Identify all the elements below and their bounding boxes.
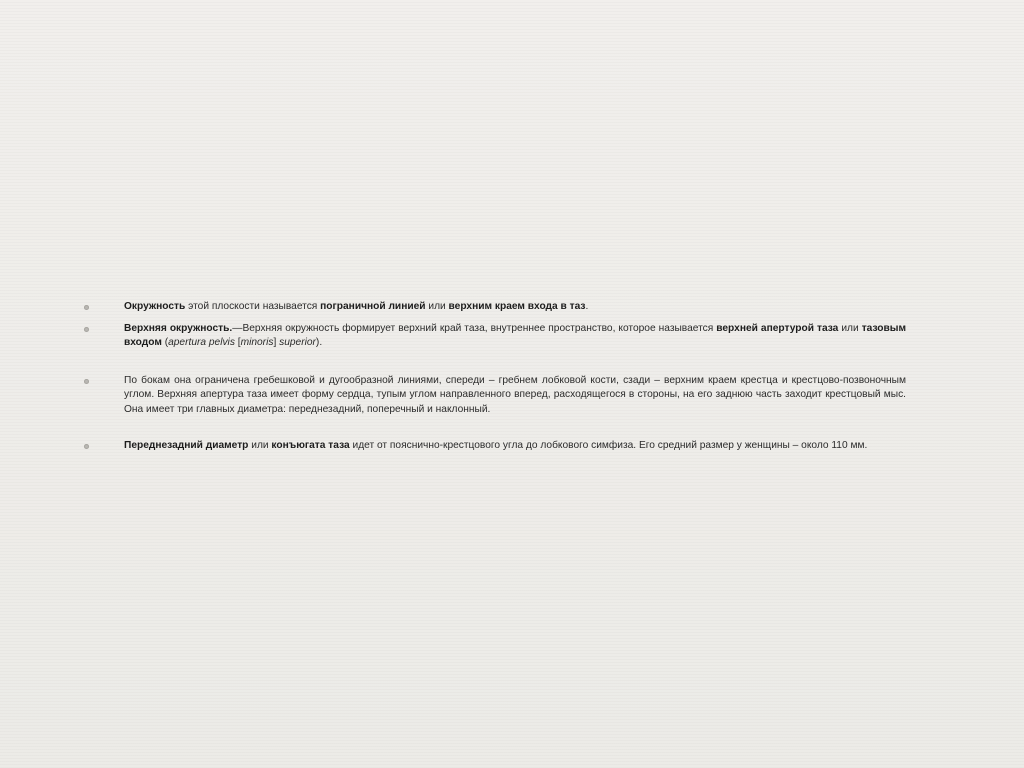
text-run: ). — [315, 337, 323, 348]
latin-term-italic: superior — [279, 337, 316, 348]
latin-term-italic: minoris — [240, 337, 274, 348]
bullet-dot-icon — [84, 305, 89, 310]
term-bold: Переднезадний диаметр — [124, 440, 249, 451]
term-bold: верхней апертурой таза — [716, 322, 839, 334]
text-run: ] — [273, 337, 280, 348]
term-bold: Окружность — [124, 301, 186, 312]
text-run: или — [248, 440, 272, 451]
bullet-item — [84, 300, 906, 315]
text-run: или — [838, 322, 862, 334]
text-run: По бокам она ограничена гребешковой и дугообразной линиями, спереди – гребнем лобковой кости, сзади – верхним краем крестца и крестцово-позвоночным углом. Верхняя апертура таза имеет форму сердца, тупым углом направленного вперед, расходящегося в стороны, на его заднюю часть заходит крестцовый мыс. Она имеет три главных диаметра: переднезадний, поперечный и наклонный. — [124, 374, 906, 415]
text-run: или — [425, 301, 449, 312]
text-run: . — [585, 301, 589, 312]
term-bold: конъюгата таза — [271, 440, 350, 451]
bullet-dot-icon — [84, 444, 89, 449]
bullet-list — [84, 300, 906, 454]
bullet-dot-icon — [84, 379, 89, 384]
term-bold: верхним краем входа в таз — [448, 301, 586, 312]
bullet-item — [84, 374, 906, 418]
text-run: —Верхняя окружность формирует верхний край таза, внутреннее пространство, которое называется — [232, 322, 717, 334]
term-bold: пограничной линией — [320, 301, 426, 312]
latin-term-italic: apertura pelvis — [168, 337, 235, 348]
text-run: [ — [234, 337, 241, 348]
bullet-item — [84, 439, 906, 454]
term-bold: Верхняя окружность. — [124, 322, 233, 334]
bullet-dot-icon — [84, 327, 89, 332]
text-run: идет от пояснично-крестцового угла до лобкового симфиза. Его средний размер у женщины – около 110 мм. — [349, 440, 868, 451]
term-bold: тазовым входом — [124, 322, 906, 348]
text-run: этой плоскости называется — [185, 301, 321, 312]
text-run: ( — [161, 337, 169, 348]
bullet-item — [84, 322, 906, 351]
